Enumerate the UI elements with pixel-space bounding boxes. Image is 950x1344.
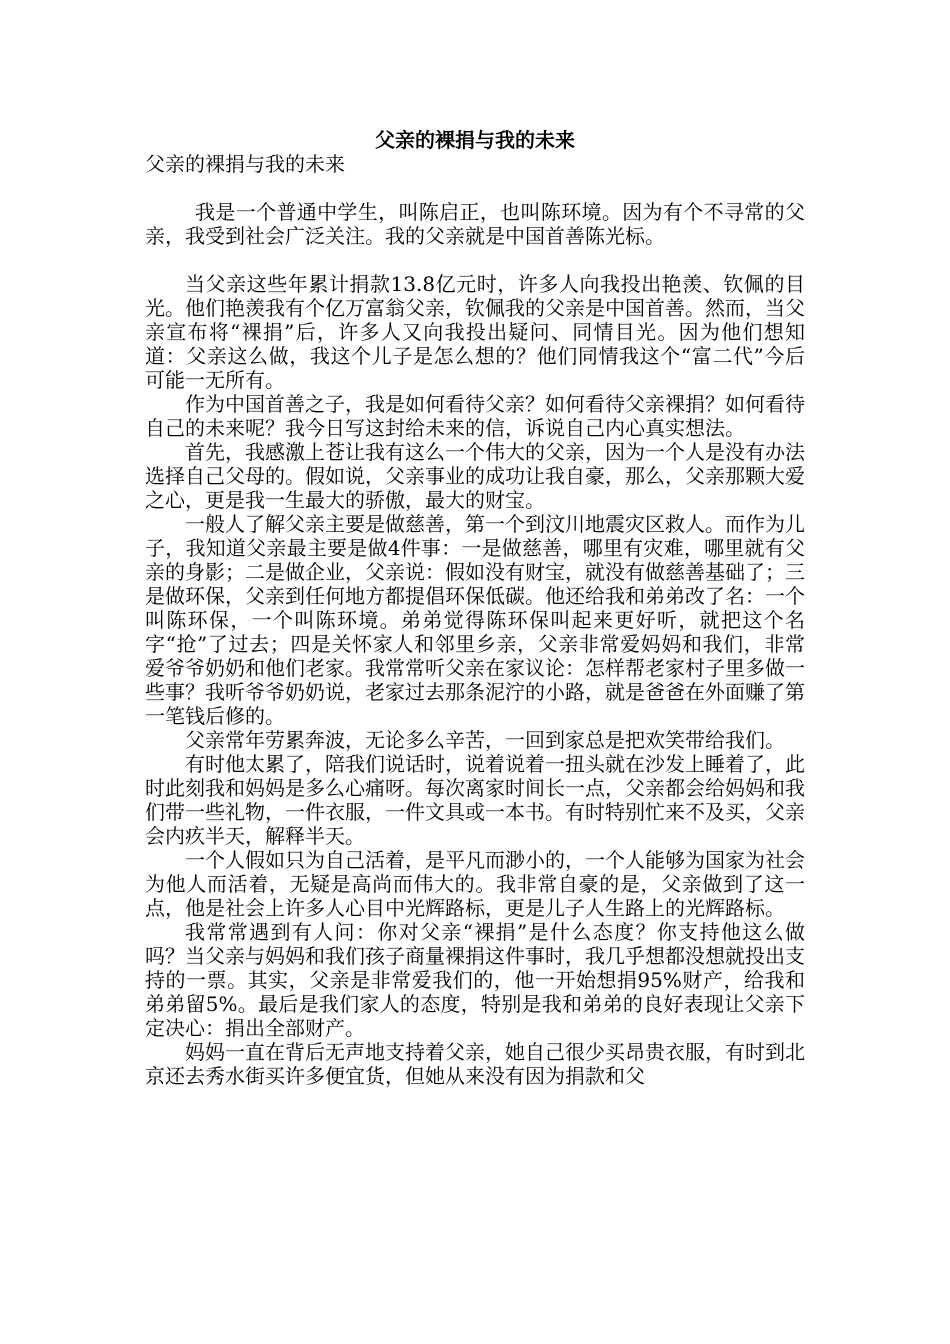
paragraph-3: 作为中国首善之子，我是如何看待父亲？如何看待父亲裸捐？如何看待自己的未来呢？我今日写这封给未来的信，诉说自己内心真实想法。	[145, 392, 805, 440]
document-title: 父亲的裸捐与我的未来	[375, 128, 575, 152]
paragraph-7: 有时他太累了，陪我们说话时，说着说着一扭头就在沙发上睡着了，此时此刻我和妈妈是多么心痛呀。每次离家时间长一点，父亲都会给妈妈和我们带一些礼物，一件衣服，一件文具或一本书。有时特别忙来不及买，父亲会内疚半天，解释半天。	[145, 752, 805, 848]
paragraph-2: 当父亲这些年累计捐款13.8亿元时，许多人向我投出艳羡、钦佩的目光。他们艳羡我有个亿万富翁父亲，钦佩我的父亲是中国首善。然而，当父亲宣布将“裸捐”后，许多人又向我投出疑问、同情目光。因为他们想知道：父亲这么做，我这个儿子是怎么想的？他们同情我这个“富二代”今后可能一无所有。	[145, 272, 805, 392]
paragraph-4: 首先，我感激上苍让我有这么一个伟大的父亲，因为一个人是没有办法选择自己父母的。假如说，父亲事业的成功让我自豪，那么，父亲那颗大爱之心，更是我一生最大的骄傲，最大的财宝。	[145, 440, 805, 512]
document-body	[145, 200, 805, 1088]
paragraph-8: 一个人假如只为自己活着，是平凡而渺小的，一个人能够为国家为社会为他人而活着，无疑是高尚而伟大的。我非常自豪的是，父亲做到了这一点，他是社会上许多人心目中光辉路标，更是儿子人生路上的光辉路标。	[145, 848, 805, 920]
paragraph-6: 父亲常年劳累奔波，无论多么辛苦，一回到家总是把欢笑带给我们。	[185, 728, 785, 752]
paragraph-10: 妈妈一直在背后无声地支持着父亲，她自己很少买昂贵衣服，有时到北京还去秀水街买许多便宜货，但她从来没有因为捐款和父	[145, 1040, 805, 1088]
paragraph-9: 我常常遇到有人问：你对父亲“裸捐”是什么态度？你支持他这么做吗？当父亲与妈妈和我们孩子商量裸捐这件事时，我几乎想都没想就投出支持的一票。其实，父亲是非常爱我们的，他一开始想捐95%财产，给我和弟弟留5%。最后是我们家人的态度，特别是我和弟弟的良好表现让父亲下定决心：捐出全部财产。	[145, 920, 805, 1040]
document-subtitle: 父亲的裸捐与我的未来	[145, 152, 345, 176]
paragraph-5: 一般人了解父亲主要是做慈善，第一个到汶川地震灾区救人。而作为儿子，我知道父亲最主要是做4件事：一是做慈善，哪里有灾难，哪里就有父亲的身影；二是做企业，父亲说：假如没有财宝，就没有做慈善基础了；三是做环保，父亲到任何地方都提倡环保低碳。他还给我和弟弟改了名：一个叫陈环保，一个叫陈环境。弟弟觉得陈环保叫起来更好听，就把这个名字“抢”了过去；四是关怀家人和邻里乡亲，父亲非常爱妈妈和我们，非常爱爷爷奶奶和他们老家。我常常听父亲在家议论：怎样帮老家村子里多做一些事？我听爷爷奶奶说，老家过去那条泥泞的小路，就是爸爸在外面赚了第一笔钱后修的。	[145, 512, 805, 728]
paragraph-1: 我是一个普通中学生，叫陈启正，也叫陈环境。因为有个不寻常的父亲，我受到社会广泛关注。我的父亲就是中国首善陈光标。	[145, 200, 805, 248]
